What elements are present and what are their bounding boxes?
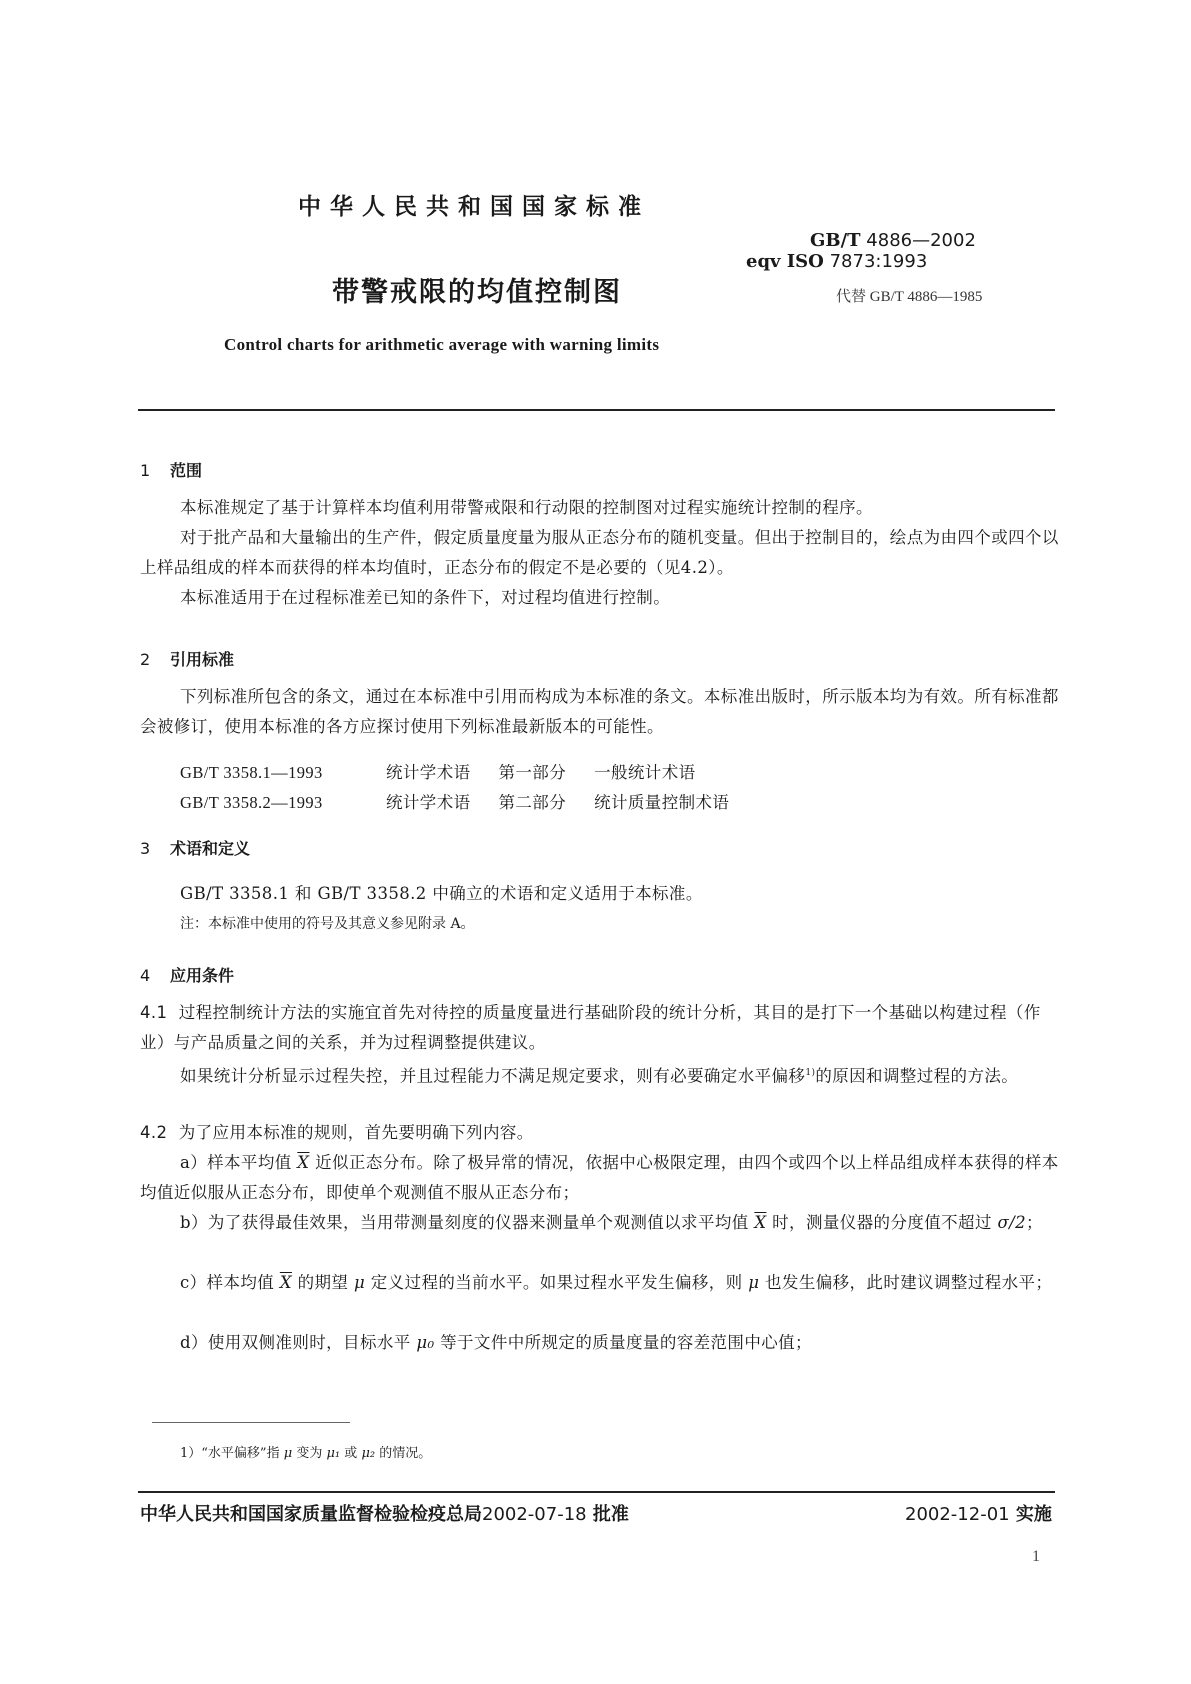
clause-4-1-paragraph-2: 如果统计分析显示过程失控，并且过程能力不满足规定要求，则有必要确定水平偏移$^{1)}$的原因和调整过程的方法。: [180, 1066, 1019, 1086]
section-2-paragraph-1: 下列标准所包含的条文，通过在本标准中引用而构成为本标准的条文。本标准出版时，所示版本均为有效。所有标准都会被修订，使用本标准的各方应探讨使用下列标准最新版本的可能性。: [140, 687, 1059, 736]
equivalent-standard: eqv ISO 7873:1993: [746, 251, 928, 272]
symbol-xbar: $\overline{X}$: [279, 1273, 292, 1292]
list-item-d: d）使用双侧准则时，目标水平 μ₀ 等于文件中所规定的质量度量的容差范围中心值；: [180, 1333, 812, 1352]
list-item-b: b）为了获得最佳效果，当用带测量刻度的仪器来测量单个观测值以求平均值 $\overline{X}$ 时，测量仪器的分度值不超过 σ/2；: [180, 1213, 1043, 1232]
effective-line: 2002-12-01 实施: [905, 1504, 1052, 1525]
symbol-sigma-half: σ/2: [997, 1213, 1027, 1232]
footnote-reference: 1): [805, 1068, 816, 1078]
clause-4-1-paragraph-1: 4.1 过程控制统计方法的实施宜首先对待控的质量度量进行基础阶段的统计分析，其目的是打下一个基础以构建过程（作业）与产品质量之间的关系，并为过程调整提供建议。: [140, 1003, 1041, 1052]
symbol-mu: μ: [748, 1273, 760, 1292]
standard-number: GB/T 4886—2002: [810, 230, 976, 251]
section-1-heading: 1 范围: [140, 461, 203, 480]
symbol-xbar: $\overline{X}$: [297, 1153, 310, 1172]
approval-line: 中华人民共和国国家质量监督检验检疫总局2002-07-18 批准: [140, 1504, 629, 1525]
normative-reference: GB/T 3358.2—1993 统计学术语 第二部分 统计质量控制术语: [180, 793, 730, 812]
footer-rule: [138, 1491, 1055, 1493]
footnote-rule: [152, 1422, 350, 1423]
section-1-paragraph-3: 本标准适用于在过程标准差已知的条件下，对过程均值进行控制。: [180, 588, 671, 607]
national-standard-heading: 中华人民共和国国家标准: [298, 194, 650, 220]
section-3-paragraph-1: GB/T 3358.1 和 GB/T 3358.2 中确立的术语和定义适用于本标准。: [180, 884, 703, 903]
section-4-heading: 4 应用条件: [140, 966, 235, 985]
section-1-paragraph-2: 对于批产品和大量输出的生产件，假定质量度量为服从正态分布的随机变量。但出于控制目的，绘点为由四个或四个以上样品组成的样本而获得的样本均值时，正态分布的假定不是必要的（见4.2）。: [140, 528, 1059, 577]
symbol-mu: μ: [353, 1273, 366, 1292]
replaces-standard: 代替 GB/T 4886—1985: [836, 289, 983, 305]
normative-reference: GB/T 3358.1—1993 统计学术语 第一部分 一般统计术语: [180, 763, 696, 782]
list-item-c: c）样本均值 $\overline{X}$ 的期望 μ 定义过程的当前水平。如果过程水平发生偏移，则 μ 也发生偏移，此时建议调整过程水平；: [180, 1273, 1053, 1292]
standard-number-block: [746, 230, 976, 272]
section-2-heading: 2 引用标准: [140, 650, 235, 669]
section-3-heading: 3 术语和定义: [140, 839, 251, 858]
document-title-en: Control charts for arithmetic average with warning limits: [224, 335, 660, 354]
footnote-1: 1）“水平偏移”指 μ 变为 μ₁ 或 μ₂ 的情况。: [180, 1446, 432, 1461]
document-title-cn: 带警戒限的均值控制图: [332, 277, 622, 308]
clause-4-2-intro: 4.2 为了应用本标准的规则，首先要明确下列内容。: [140, 1123, 534, 1142]
page-number: 1: [1032, 1548, 1040, 1565]
list-item-a: a）样本平均值 $\overline{X}$ 近似正态分布。除了极异常的情况，依据中心极限定理，由四个或四个以上样品组成样本获得的样本均值近似服从正态分布，即使单个观测值不服从正态分布；: [140, 1153, 1059, 1202]
section-1-paragraph-1: 本标准规定了基于计算样本均值利用带警戒限和行动限的控制图对过程实施统计控制的程序。: [180, 498, 873, 517]
symbol-xbar: $\overline{X}$: [754, 1213, 767, 1232]
section-3-note: 注：本标准中使用的符号及其意义参见附录 A。: [180, 916, 475, 932]
header-rule: [138, 409, 1055, 411]
symbol-mu0: μ₀: [416, 1333, 435, 1352]
